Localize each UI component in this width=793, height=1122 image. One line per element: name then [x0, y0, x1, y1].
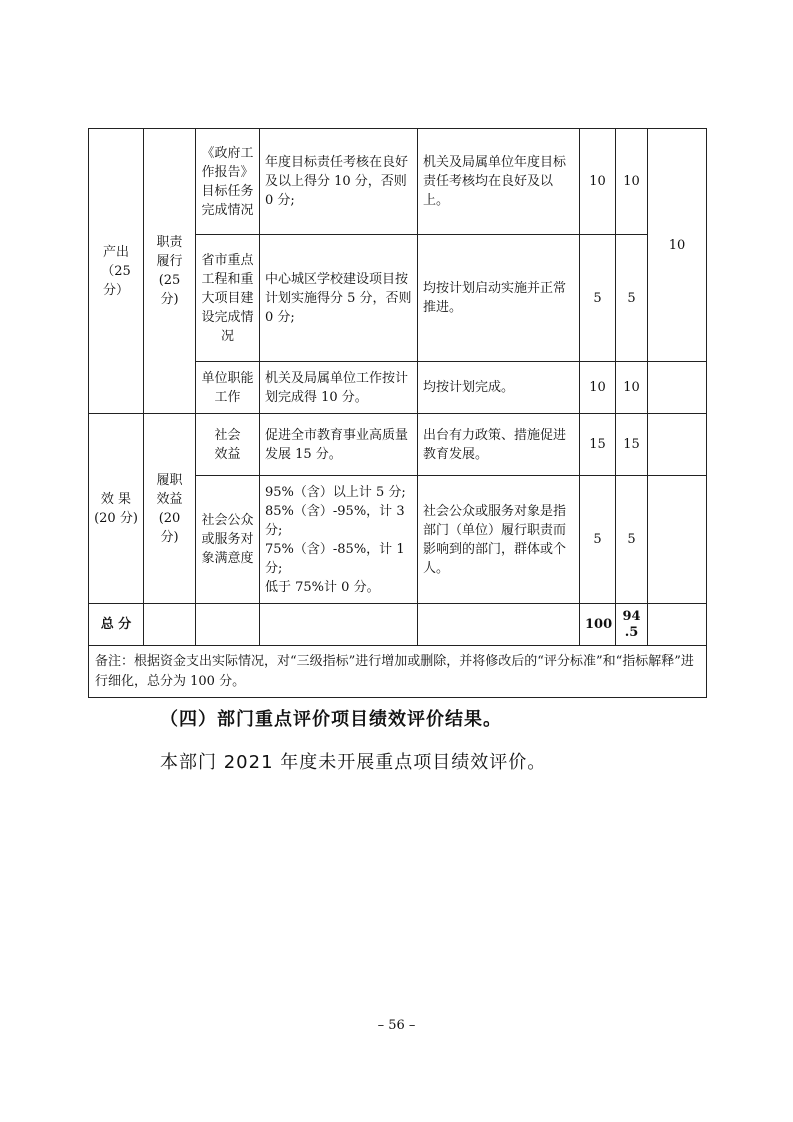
- indicator-cell: 社会公众或服务对象满意度: [196, 476, 260, 604]
- empty-cell: [648, 476, 707, 604]
- section-heading: （四）部门重点评价项目绩效评价结果。: [160, 709, 502, 730]
- level1-effect: 效 果 (20 分): [89, 414, 144, 604]
- score-cell: 5: [616, 476, 648, 604]
- score-cell: 10: [616, 362, 648, 414]
- standard-cell: 机关及局属单位工作按计划完成得 10 分。: [260, 362, 418, 414]
- weight-cell: 10: [580, 129, 616, 235]
- score-cell: 5: [616, 235, 648, 362]
- indicator-cell: 《政府工作报告》目标任务完成情况: [196, 129, 260, 235]
- total-weight: 100: [580, 604, 616, 646]
- page-number: – 56 –: [377, 1018, 416, 1033]
- empty-cell: [648, 362, 707, 414]
- table-note: 备注：根据资金支出实际情况，对“三级指标”进行增加或删除，并将修改后的“评分标准”和“指标解释”进行细化，总分为 100 分。: [89, 646, 707, 698]
- explanation-cell: 出台有力政策、措施促进教育发展。: [418, 414, 580, 476]
- empty-cell: [418, 604, 580, 646]
- group-score-cell: 10: [648, 129, 707, 362]
- standard-cell: 年度目标责任考核在良好及以上得分 10 分，否则 0 分;: [260, 129, 418, 235]
- empty-cell: [648, 604, 707, 646]
- evaluation-table: [88, 128, 707, 698]
- indicator-cell: 单位职能工作: [196, 362, 260, 414]
- score-cell: 15: [616, 414, 648, 476]
- standard-cell: 促进全市教育事业高质量发展 15 分。: [260, 414, 418, 476]
- body-paragraph: 本部门 2021 年度未开展重点项目绩效评价。: [160, 752, 547, 773]
- table-row: [89, 604, 707, 646]
- explanation-cell: 均按计划启动实施并正常推进。: [418, 235, 580, 362]
- empty-cell: [260, 604, 418, 646]
- empty-cell: [196, 604, 260, 646]
- score-cell: 10: [616, 129, 648, 235]
- explanation-cell: 均按计划完成。: [418, 362, 580, 414]
- explanation-cell: 社会公众或服务对象是指部门（单位）履行职责而影响到的部门，群体或个人。: [418, 476, 580, 604]
- empty-cell: [648, 414, 707, 476]
- level1-output: 产出 （25 分）: [89, 129, 144, 414]
- standard-cell: 95%（含）以上计 5 分; 85%（含）-95%，计 3 分; 75%（含）-85%，计 1 分; 低于 75%计 0 分。: [260, 476, 418, 604]
- explanation-cell: 机关及局属单位年度目标责任考核均在良好及以上。: [418, 129, 580, 235]
- level2-benefit: 履职 效益 (20 分): [144, 414, 196, 604]
- table-row: [89, 129, 707, 235]
- standard-cell: 中心城区学校建设项目按计划实施得分 5 分，否则 0 分;: [260, 235, 418, 362]
- table-row: [89, 414, 707, 476]
- weight-cell: 10: [580, 362, 616, 414]
- table-row: [89, 646, 707, 698]
- total-label: 总 分: [89, 604, 144, 646]
- indicator-cell: 省市重点工程和重大项目建设完成情况: [196, 235, 260, 362]
- indicator-cell: 社会 效益: [196, 414, 260, 476]
- level2-duty: 职责 履行 (25 分): [144, 129, 196, 414]
- total-score: 94 .5: [616, 604, 648, 646]
- weight-cell: 5: [580, 235, 616, 362]
- weight-cell: 15: [580, 414, 616, 476]
- empty-cell: [144, 604, 196, 646]
- weight-cell: 5: [580, 476, 616, 604]
